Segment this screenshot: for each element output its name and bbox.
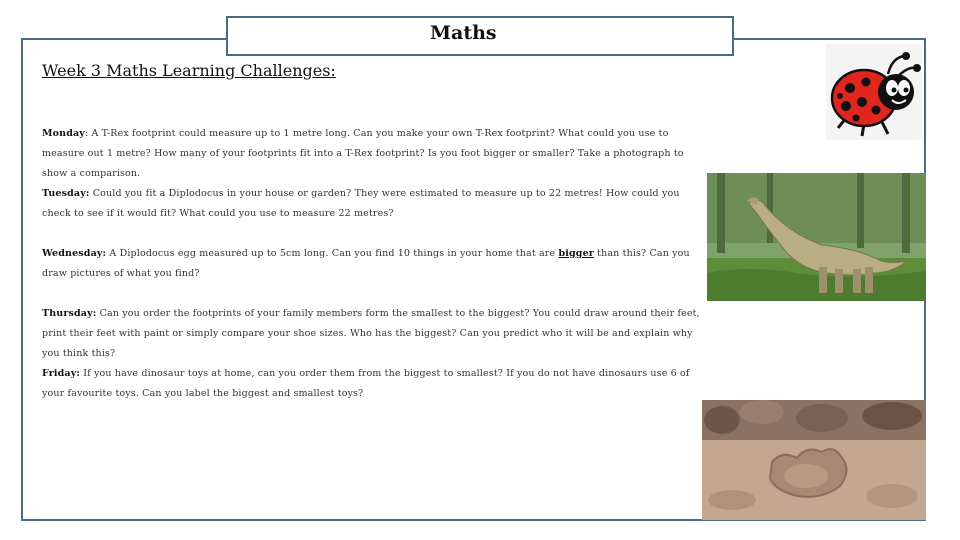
tuesday-text: Could you fit a Diplodocus in your house or garden? They were estimated to measure up to 22 metres! How could you check to see if it would fit? What could you use to measure 22 metres? [42,188,680,219]
monday-label: Monday [42,128,85,139]
wednesday-challenge [42,244,702,284]
wednesday-emphasis: bigger [558,248,594,259]
tuesday-label: Tuesday: [42,188,90,199]
thursday-challenge [42,304,710,364]
wednesday-label: Wednesday: [42,248,107,259]
wednesday-text-before: A Diplodocus egg measured up to 5cm long. Can you find 10 things in your home that are [106,248,559,259]
tuesday-challenge [42,184,706,224]
wednesday-text-after: than this? Can you draw pictures of what you find? [42,248,690,279]
thursday-label: Thursday: [42,308,97,319]
ladybug-image [826,44,922,140]
friday-label: Friday: [42,368,81,379]
diplodocus-image [707,173,926,301]
friday-challenge [42,364,702,404]
footprint-image [702,400,926,520]
challenges-heading: Week 3 Maths Learning Challenges: [42,61,336,80]
monday-text: : A T-Rex footprint could measure up to 1 metre long. Can you make your own T-Rex footprint? What could you use to measure out 1 metre? How many of your footprints fit into a T-Rex footprint? Is you foot bigger or smaller? Take a photograph to show a comparison. [42,128,684,179]
friday-text: If you have dinosaur toys at home, can you order them from the biggest to smallest? If you do not have dinosaurs use 6 of your favourite toys. Can you label the biggest and smallest toys? [42,368,690,399]
page-title: Maths [430,22,497,44]
monday-challenge [42,124,708,184]
thursday-text: Can you order the footprints of your family members form the smallest to the biggest? You could draw around their feet, print their feet with paint or simply compare your shoe sizes. Who has the biggest? Can you predict who it will be and explain why you think this? [42,308,700,359]
